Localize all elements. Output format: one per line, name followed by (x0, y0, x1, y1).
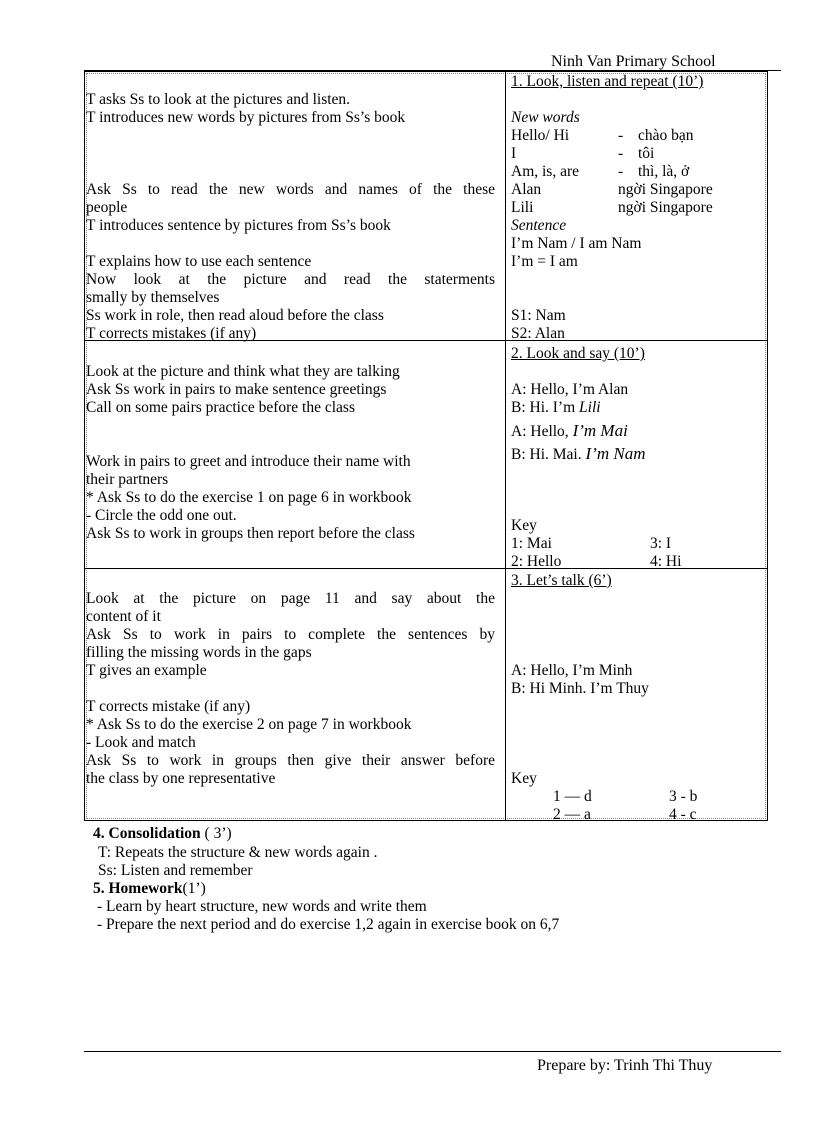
s2-left-line-1: Look at the picture and think what they are talking (86, 363, 400, 380)
s3-left-line-5: T gives an example (86, 662, 207, 679)
column-divider (505, 71, 506, 821)
s2-left-line-4: Work in pairs to greet and introduce their name with (86, 453, 411, 470)
s2-key-1a: 1: Mai (511, 535, 552, 552)
word-meaning-5: ngời Singapore (618, 199, 713, 216)
s2-dialogue-3-text: A: Hello, (511, 423, 573, 440)
s3-left-line-2: content of it (86, 608, 161, 625)
new-words-label: New words (511, 109, 580, 126)
s2-left-line-6: * Ask Ss to do the exercise 1 on page 6 in workbook (86, 489, 412, 506)
word-dash-2: - (618, 145, 624, 162)
consolidation-line-2: Ss: Listen and remember (98, 862, 253, 879)
consolidation-line-1: T: Repeats the structure & new words again . (98, 844, 378, 861)
s2-key-label: Key (511, 517, 537, 534)
s2-key-1b: 3: I (650, 535, 672, 552)
word-term-3: Am, is, are (511, 163, 580, 180)
s3-left-line-10: the class by one representative (86, 770, 276, 787)
word-term-1: Hello/ Hi (511, 127, 570, 144)
s2-left-line-7: - Circle the odd one out. (86, 507, 237, 524)
s2-key-2b: 4: Hi (650, 553, 682, 570)
word-dash-3: - (618, 163, 624, 180)
consolidation-title: 4. Consolidation (93, 825, 201, 842)
s2-dialogue-4 (511, 445, 645, 464)
s3-left-line-3: Ask Ss to work in pairs to complete the sentences by (86, 626, 495, 643)
role-2: S2: Alan (511, 325, 565, 342)
s3-left-line-4: filling the missing words in the gaps (86, 644, 312, 661)
s3-key-2a: 2 — a (553, 806, 591, 823)
footer-rule (84, 1051, 781, 1052)
s3-dialogue-1: A: Hello, I’m Minh (511, 662, 633, 679)
consolidation-time: ( 3’) (200, 825, 232, 842)
s2-dialogue-2 (511, 399, 601, 417)
s3-left-line-9: Ask Ss to work in groups then give their answer before (86, 752, 495, 769)
s2-left-line-8: Ask Ss to work in groups then report before the class (86, 525, 415, 542)
s1-left-line-3: Ask Ss to read the new words and names of the these (86, 181, 495, 198)
word-term-4: Alan (511, 181, 542, 198)
s1-left-line-4: people (86, 199, 128, 216)
s1-left-line-9: Ss work in role, then read aloud before the class (86, 307, 384, 324)
homework-time: (1’) (182, 880, 206, 897)
s1-left-line-10: T corrects mistakes (if any) (86, 325, 257, 342)
s3-left-line-6: T corrects mistake (if any) (86, 698, 251, 715)
word-term-2: I (511, 145, 517, 162)
s3-key-2b: 4 - c (669, 806, 697, 823)
s1-left-line-8: smally by themselves (86, 289, 220, 306)
s3-key-label: Key (511, 770, 537, 787)
word-meaning-1: chào bạn (638, 127, 694, 144)
s1-left-line-2: T introduces new words by pictures from Ss’s book (86, 109, 406, 126)
s2-dialogue-1-text: A: Hello, I’m Alan (511, 381, 629, 398)
s1-left-line-5: T introduces sentence by pictures from Ss’s book (86, 217, 391, 234)
word-meaning-4: ngời Singapore (618, 181, 713, 198)
school-name: Ninh Van Primary School (551, 53, 716, 70)
s2-dialogue-1 (511, 381, 628, 399)
homework-heading (93, 880, 206, 898)
s3-key-1a: 1 — d (553, 788, 592, 805)
s2-dialogue-3-name: I’m Mai (572, 421, 628, 440)
s3-dialogue-2: B: Hi Minh. I’m Thuy (511, 680, 649, 697)
s1-left-line-1: T asks Ss to look at the pictures and listen. (86, 91, 351, 108)
s2-dialogue-4-text: B: Hi. Mai. (511, 446, 586, 463)
consolidation-heading (93, 825, 232, 843)
homework-line-1: - Learn by heart structure, new words and write them (97, 898, 427, 915)
homework-line-2: - Prepare the next period and do exercise 1,2 again in exercise book on 6,7 (97, 916, 560, 933)
s2-dialogue-2-name: Lili (579, 399, 601, 416)
s2-dialogue-2-text: B: Hi. I’m (511, 399, 580, 416)
role-1: S1: Nam (511, 307, 566, 324)
s2-dialogue-4-name: I’m Nam (585, 444, 646, 463)
s1-left-line-6: T explains how to use each sentence (86, 253, 312, 270)
homework-title: 5. Homework (93, 880, 183, 897)
sentence-1: I’m Nam / I am Nam (511, 235, 642, 252)
sentence-2: I’m = I am (511, 253, 578, 270)
s3-left-line-8: - Look and match (86, 734, 196, 751)
s3-left-line-1: Look at the picture on page 11 and say about the (86, 590, 495, 607)
s2-left-line-5: their partners (86, 471, 169, 488)
s2-left-line-3: Call on some pairs practice before the class (86, 399, 355, 416)
s2-key-2a: 2: Hello (511, 553, 562, 570)
s1-left-line-7: Now look at the picture and read the staterments (86, 271, 495, 288)
s3-key-1b: 3 - b (669, 788, 698, 805)
s2-dialogue-3 (511, 422, 628, 441)
s1-title: 1. Look, listen and repeat (10’) (511, 73, 704, 90)
s2-title: 2. Look and say (10’) (511, 345, 645, 362)
word-dash-1: - (618, 127, 624, 144)
s2-left-line-2: Ask Ss work in pairs to make sentence greetings (86, 381, 387, 398)
word-meaning-2: tôi (638, 145, 655, 162)
sentence-label: Sentence (511, 217, 567, 234)
prepared-by: Prepare by: Trinh Thi Thuy (537, 1057, 713, 1074)
s3-left-line-7: * Ask Ss to do the exercise 2 on page 7 in workbook (86, 716, 412, 733)
s3-title: 3. Let’s talk (6’) (511, 572, 612, 589)
word-term-5: Lili (511, 199, 534, 216)
word-meaning-3: thì, là, ở (638, 163, 690, 180)
